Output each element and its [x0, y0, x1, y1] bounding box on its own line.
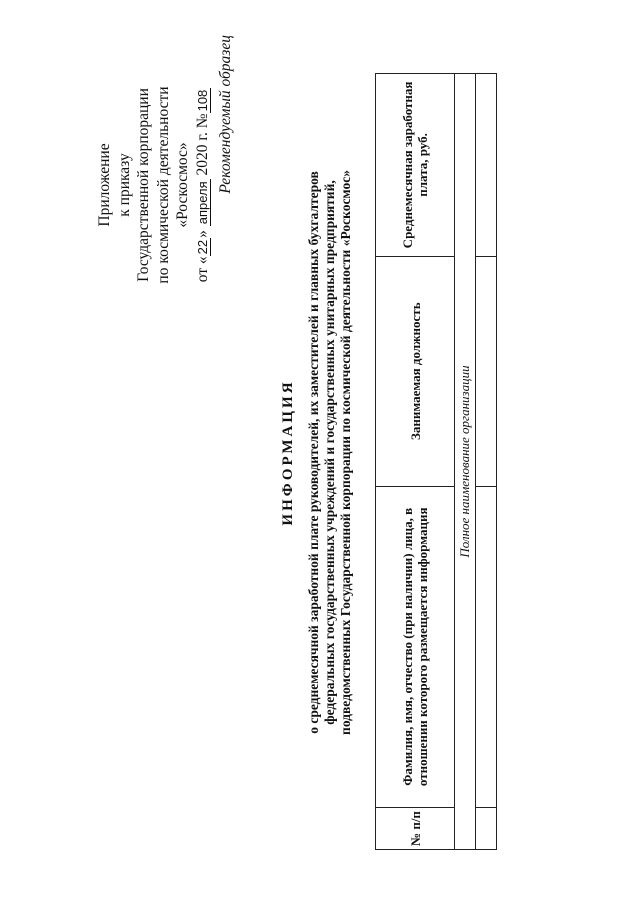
table-cell: [476, 808, 497, 850]
subtitle-line-2: федеральных государственных учреждений и государственных унитарных предприятий,: [322, 180, 337, 725]
date-month: апреля: [194, 181, 210, 225]
appendix-order-ref: к приказу: [115, 153, 133, 217]
appendix-roscosmos-line: «Роскосмос»: [174, 142, 191, 228]
date-prefix: от «: [193, 256, 211, 283]
sample-label: Рекомендуемый образец: [217, 35, 234, 194]
document-subtitle: [306, 50, 354, 855]
appendix-title: Приложение: [96, 143, 113, 227]
header-position: Занимаемая должность: [376, 256, 455, 486]
appendix-activity-line: по космической деятельности: [154, 86, 172, 284]
date-year: 2020 г. №: [193, 113, 211, 176]
appendix-block: [95, 35, 212, 335]
date-day: 22: [194, 239, 210, 255]
order-number: 108: [194, 89, 210, 112]
subtitle-line-3: подведомственных Государственной корпорации по космической деятельности «Роскосмос»: [338, 170, 353, 735]
header-salary: Среднемесячная заработная плата, руб.: [376, 74, 455, 257]
table-cell: [476, 486, 497, 808]
document-title: ИНФОРМАЦИЯ: [280, 379, 296, 526]
table-cell: [476, 74, 497, 257]
subtitle-line-1: о среднемесячной заработной плате руководителей, их заместителей и главных бухгалтеров: [306, 171, 321, 734]
table-row: [476, 74, 497, 850]
table-cell: [476, 256, 497, 486]
appendix-date-line: [193, 35, 213, 335]
header-num: № п/п: [376, 808, 455, 850]
table-row: [455, 74, 476, 850]
org-name-row: Полное наименование организации: [455, 74, 476, 850]
table-header-row: [376, 74, 455, 850]
info-table: [375, 73, 497, 850]
appendix-corp-line: Государственной корпорации: [135, 88, 152, 282]
date-mid: »: [193, 230, 211, 238]
header-fio: Фамилия, имя, отчество (при наличии) лица, в отношении которого размещается информация: [376, 486, 455, 808]
